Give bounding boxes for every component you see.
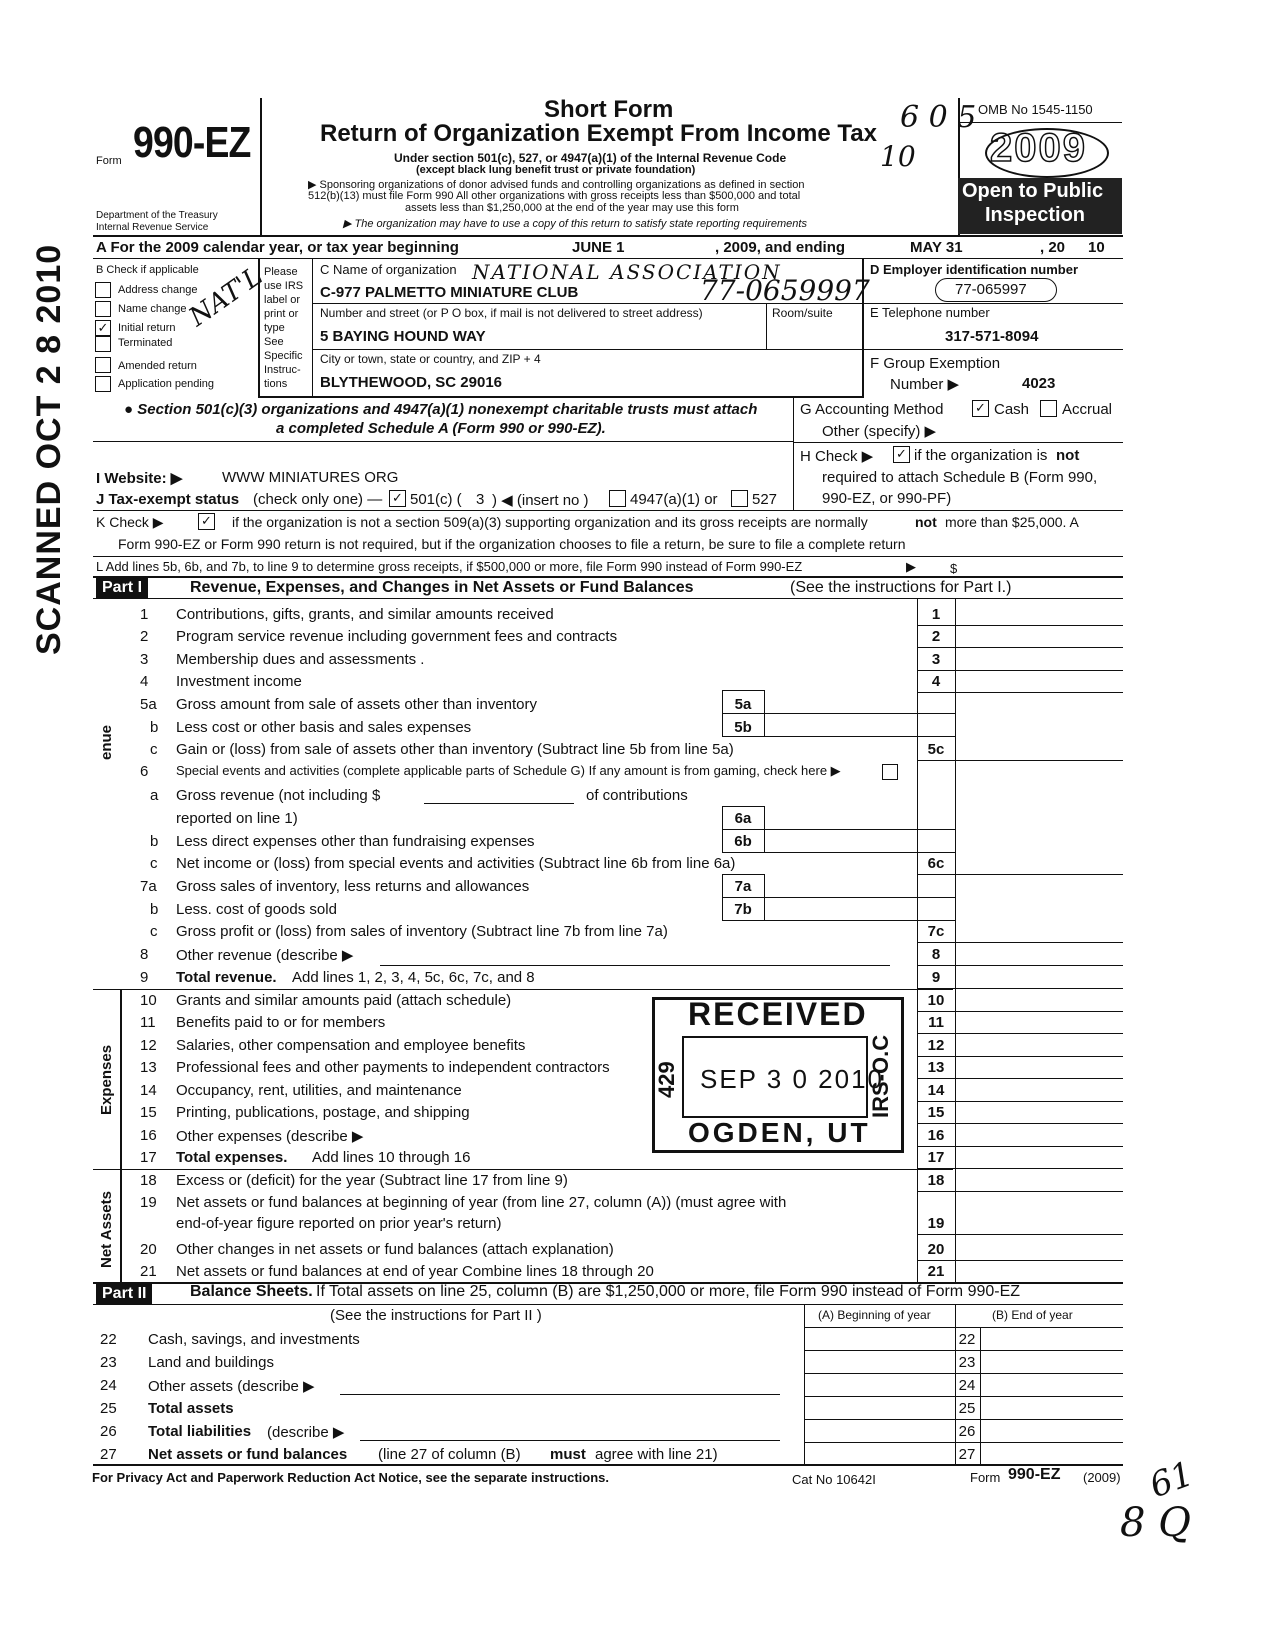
part1-amount-field[interactable] — [956, 1100, 1122, 1122]
part1-line-text: Less cost or other basis and sales expenses — [176, 719, 472, 736]
part2-col-a-field[interactable] — [806, 1419, 954, 1441]
part1-line-number: 3 — [140, 651, 149, 668]
part2-label: Part II — [96, 1284, 152, 1304]
section-h-label: H Check ▶ — [800, 448, 874, 465]
part1-inner-box-number: 6b — [734, 833, 752, 850]
part1-line-box-number: 7c — [927, 923, 945, 940]
part1-line-box-number: 5c — [927, 741, 945, 758]
street-address[interactable]: 5 BAYING HOUND WAY — [320, 328, 486, 345]
part1-line-text: Gross amount from sale of assets other than inventory — [176, 696, 538, 713]
received-ogden: OGDEN, UT — [688, 1117, 871, 1148]
part1-line-number: 16 — [140, 1127, 157, 1144]
part1-line-number: 14 — [140, 1082, 157, 1099]
accrual-label: Accrual — [1062, 401, 1113, 418]
cash-label: Cash — [994, 401, 1030, 418]
part1-amount-field[interactable] — [956, 1010, 1122, 1032]
part2-line-text-must: must — [550, 1446, 586, 1463]
checkbox-gaming[interactable] — [882, 764, 898, 780]
part1-inner-amount-field[interactable] — [765, 715, 915, 737]
form-prefix: Form — [96, 155, 122, 167]
part1-line-text: Excess or (deficit) for the year (Subtract line 17 from line 9) — [176, 1172, 568, 1189]
part1-line-box-number: 13 — [927, 1059, 945, 1076]
handwritten-association: NATIONAL ASSOCIATION — [472, 260, 782, 284]
part1-line-text: Less. cost of goods sold — [176, 901, 337, 918]
form-number: 990-EZ — [133, 118, 251, 167]
part1-inner-box-number: 5a — [734, 696, 752, 713]
part1-line-box-number: 12 — [927, 1037, 945, 1054]
label-col-4: type — [264, 322, 285, 334]
part1-amount-field[interactable] — [956, 624, 1122, 646]
part1-inner-amount-field[interactable] — [765, 874, 915, 896]
checkbox-application-pending[interactable] — [95, 376, 111, 392]
part1-line-number: 11 — [140, 1014, 156, 1031]
part1-line-number: c — [150, 855, 158, 872]
label-col-2: label or — [264, 294, 301, 306]
label-application-pending: Application pending — [118, 378, 215, 390]
received-side-number: 429 — [654, 1061, 679, 1098]
part1-line-text: Net assets or fund balances at end of year Combine lines 18 through 20 — [176, 1263, 654, 1280]
part2-line-box-number: 26 — [958, 1423, 976, 1440]
part1-amount-field[interactable] — [956, 988, 1122, 1010]
part1-line-text: end-of-year figure reported on prior year's return) — [176, 1215, 502, 1232]
scanned-stamp: SCANNED OCT 2 8 2010 — [30, 243, 68, 655]
part2-line-number: 22 — [100, 1331, 117, 1348]
part2-col-b-field[interactable] — [982, 1350, 1122, 1372]
part1-amount-field[interactable] — [956, 919, 1122, 941]
label-col-8: tions — [264, 378, 288, 390]
part1-line-text-cont: of contributions — [586, 787, 688, 804]
part1-amount-field[interactable] — [956, 1033, 1122, 1055]
subtitle3: ▶ Sponsoring organizations of donor advised funds and controlling organizations as defined in section — [308, 179, 805, 191]
street-label: Number and street (or P O box, if mail is not delivered to street address) — [320, 306, 703, 320]
part1-line-text: Net assets or fund balances at beginning of year (from line 27, column (A)) (must agree with — [176, 1194, 787, 1211]
part2-col-a-field[interactable] — [806, 1442, 954, 1464]
part1-line-box-number: 4 — [931, 673, 941, 690]
label-col-7: Instruc- — [264, 364, 301, 376]
part1-line-box-number: 15 — [927, 1104, 945, 1121]
part1-amount-field[interactable] — [956, 737, 1122, 759]
year-circle — [985, 128, 1109, 178]
section501-note2: a completed Schedule A (Form 990 or 990-EZ). — [276, 420, 606, 437]
part1-amount-field[interactable] — [956, 1259, 1122, 1281]
line-a-label: A For the 2009 calendar year, or tax year beginning — [96, 239, 459, 256]
line-k-text1b: more than $25,000. A — [945, 514, 1079, 530]
part1-line-box-number: 9 — [931, 969, 941, 986]
part1-line-text: Gross revenue (not including $ — [176, 787, 381, 804]
label-col-1: use IRS — [264, 280, 304, 292]
section501-note1: ● Section 501(c)(3) organizations and 4947(a)(1) nonexempt charitable trusts must attach — [124, 401, 758, 418]
part1-line-box-number: 8 — [931, 946, 941, 963]
part1-line-number: 6 — [140, 763, 149, 780]
part1-line-box-number: 19 — [927, 1215, 945, 1232]
tax-year-end-yr: 10 — [1088, 239, 1105, 256]
label-col-6: Specific — [264, 350, 303, 362]
part2-col-a-field[interactable] — [806, 1396, 954, 1418]
handwritten-bottom2: 8 Q — [1120, 1500, 1191, 1546]
part2-line-number: 25 — [100, 1400, 117, 1417]
part1-line-box-number: 10 — [927, 992, 945, 1009]
ein-value[interactable]: 77-065997 — [955, 281, 1027, 298]
subtitle2: (except black lung benefit trust or private foundation) — [416, 164, 696, 176]
part2-col-b-field[interactable] — [982, 1373, 1122, 1395]
part1-inner-box-number: 5b — [734, 719, 752, 736]
line-k-text2: Form 990-EZ or Form 990 return is not required, but if the organization chooses to file a return, be sure to file a complete return — [118, 536, 906, 552]
label-terminated: Terminated — [118, 337, 173, 349]
label-col-0: Please — [264, 266, 298, 278]
handwritten-top-right: 6 0 5 — [900, 100, 977, 135]
ein-label: D Employer identification number — [870, 262, 1079, 277]
label-col-5: See — [264, 336, 284, 348]
part1-line-box-number: 16 — [927, 1127, 945, 1144]
line-k-text1: if the organization is not a section 509(a)(3) supporting organization and its gross receipts are normally — [232, 514, 868, 530]
part1-line-text: Gross sales of inventory, less returns and allowances — [176, 878, 530, 895]
footer-form-number: 990-EZ — [1008, 1466, 1061, 1483]
part2-line-text-cont: (describe ▶ — [267, 1424, 345, 1441]
part2-line-text: Net assets or fund balances — [148, 1446, 348, 1463]
label-name-change: Name change — [118, 303, 187, 315]
part1-amount-field[interactable] — [956, 602, 1122, 624]
part1-amount-field[interactable] — [956, 965, 1122, 987]
subtitle6: ▶ The organization may have to use a copy of this return to satisfy state reporting requirements — [343, 218, 807, 230]
footer-privacy: For Privacy Act and Paperwork Reduction Act Notice, see the separate instructions. — [92, 1470, 610, 1485]
footer-cat: Cat No 10642I — [792, 1472, 876, 1487]
org-name[interactable]: C-977 PALMETTO MINIATURE CLUB — [320, 284, 579, 301]
line-j-label: J Tax-exempt status — [96, 491, 240, 508]
part2-col-a: (A) Beginning of year — [818, 1308, 931, 1322]
part1-line-box-number: 11 — [928, 1014, 944, 1031]
part1-line-number: 21 — [140, 1263, 157, 1280]
part2-line-text: Cash, savings, and investments — [148, 1331, 360, 1348]
part1-line-text: Total revenue. — [176, 969, 277, 986]
tax-year-mid: , 2009, and ending — [715, 239, 846, 256]
part1-line-number: 9 — [140, 969, 149, 986]
part2-line-box-number: 24 — [958, 1377, 976, 1394]
city-label: City or town, state or country, and ZIP + 4 — [320, 352, 541, 366]
part1-line-number: c — [150, 923, 158, 940]
section-b-title: B Check if applicable — [96, 264, 199, 276]
part2-line-text: Other assets (describe ▶ — [148, 1378, 315, 1395]
handwritten-bottom1: 61 — [1144, 1453, 1199, 1507]
checkbox-address-change[interactable] — [95, 282, 111, 298]
part2-col-b-field[interactable] — [982, 1327, 1122, 1349]
part2-line-number: 24 — [100, 1377, 117, 1394]
line-k-not: not — [915, 514, 937, 530]
part2-line-text: Land and buildings — [148, 1354, 274, 1371]
part1-line-number: 12 — [140, 1037, 157, 1054]
checkbox-accrual[interactable] — [1040, 400, 1057, 417]
part2-line-text-cont: (line 27 of column (B) — [378, 1446, 521, 1463]
part1-line-number: 19 — [140, 1194, 157, 1211]
part1-line-text: Special events and activities (complete applicable parts of Schedule G) If any amount is from gaming, check here ▶ — [176, 763, 841, 778]
part1-line-box-number: 3 — [931, 651, 941, 668]
checkbox-527[interactable] — [731, 490, 748, 507]
part2-line-box-number: 27 — [958, 1446, 976, 1463]
line-j-paren: (check only one) — — [253, 491, 383, 508]
part1-title: Revenue, Expenses, and Changes in Net Assets or Fund Balances — [190, 579, 694, 596]
part1-line-number: 2 — [140, 628, 149, 645]
section-h-text1: if the organization is — [914, 447, 1048, 464]
open-to-public: Open to Public — [962, 180, 1104, 202]
part2-line-number: 23 — [100, 1354, 117, 1371]
part1-line-text: Net income or (loss) from special events and activities (Subtract line 6b from line 6a) — [176, 855, 736, 872]
line-j-501c-number[interactable]: 3 — [476, 491, 485, 508]
checkbox-schedule-b[interactable]: ✓ — [893, 446, 910, 463]
part1-line-text: Investment income — [176, 673, 302, 690]
part2-line-box-number: 25 — [958, 1400, 976, 1417]
side-label-net-assets: Net Assets — [98, 1191, 115, 1268]
part1-line-box-number: 17 — [927, 1149, 945, 1166]
part1-line-number: c — [150, 741, 158, 758]
part1-line-text: Less direct expenses other than fundraising expenses — [176, 833, 535, 850]
part2-col-b-field[interactable] — [982, 1396, 1122, 1418]
part1-amount-field[interactable] — [956, 1211, 1122, 1233]
part2-line-number: 26 — [100, 1423, 117, 1440]
checkbox-name-change[interactable] — [95, 301, 111, 317]
part1-line-number: 10 — [140, 992, 157, 1009]
part1-line-number: b — [150, 901, 159, 918]
part1-line-text: Occupancy, rent, utilities, and maintenance — [176, 1082, 462, 1099]
footer-form-word: Form — [970, 1470, 1001, 1485]
label-initial-return: Initial return — [118, 322, 176, 334]
part2-col-b-field[interactable] — [982, 1419, 1122, 1441]
part1-inner-box-number: 6a — [734, 810, 752, 827]
part1-line-number: 13 — [140, 1059, 157, 1076]
handwritten-ein: 77-0659997 — [700, 274, 870, 307]
part1-amount-field[interactable] — [956, 1078, 1122, 1100]
label-col-3: print or — [264, 308, 299, 320]
part1-line-box-number: 20 — [927, 1241, 945, 1258]
side-label-expenses: Expenses — [98, 1044, 115, 1115]
part1-line-number: 20 — [140, 1241, 157, 1258]
part1-amount-field[interactable] — [956, 1145, 1122, 1167]
part1-line-number: 8 — [140, 946, 149, 963]
part1-inner-box-number: 7a — [734, 878, 752, 895]
part1-line-text-cont: Add lines 1, 2, 3, 4, 5c, 6c, 7c, and 8 — [292, 969, 535, 986]
checkbox-initial-return[interactable]: ✓ — [95, 320, 111, 336]
part1-line-number: b — [150, 719, 159, 736]
part1-line-box-number: 2 — [931, 628, 941, 645]
part1-line-text: Total expenses. — [176, 1149, 288, 1166]
part2-title: Balance Sheets. — [190, 1283, 313, 1300]
part2-line-text: Total liabilities — [148, 1423, 252, 1440]
received-irs: IRS-O.C — [868, 1034, 893, 1118]
group-exemption-label2: Number ▶ — [890, 376, 960, 393]
part1-amount-field[interactable] — [956, 647, 1122, 669]
part2-line-text-end: agree with line 21) — [595, 1446, 718, 1463]
part2-line-text: Total assets — [148, 1400, 234, 1417]
part1-line-text: Printing, publications, postage, and shipping — [176, 1104, 470, 1121]
section-h-text2: required to attach Schedule B (Form 990, — [822, 469, 1098, 486]
title-main: Return of Organization Exempt From Income Tax — [320, 120, 877, 147]
checkbox-amended-return[interactable] — [95, 357, 111, 373]
city-state-zip[interactable]: BLYTHEWOOD, SC 29016 — [320, 374, 502, 391]
part1-title2: (See the instructions for Part I.) — [790, 579, 1012, 596]
dept-line2: Internal Revenue Service — [96, 222, 209, 233]
line-j-insert: ) ◀ (insert no ) — [492, 492, 589, 509]
part1-inner-amount-field[interactable] — [765, 692, 915, 714]
line-l-text: L Add lines 5b, 6b, and 7b, to line 9 to determine gross receipts, if $500,000 or more, file Form 990 instead of Form 990-EZ — [96, 559, 803, 574]
footer-year: (2009) — [1083, 1470, 1121, 1485]
part1-line-box-number: 21 — [927, 1263, 945, 1280]
tax-year-end: MAY 31 — [910, 239, 963, 256]
telephone-value[interactable]: 317-571-8094 — [945, 328, 1039, 345]
part1-line-text: reported on line 1) — [176, 810, 298, 827]
part1-line-number: a — [150, 787, 159, 804]
line-j-527: 527 — [752, 491, 778, 508]
part2-col-a-field[interactable] — [806, 1327, 954, 1349]
section-h-not: not — [1056, 447, 1080, 464]
received-text: RECEIVED — [688, 996, 868, 1032]
part1-inner-box-number: 7b — [734, 901, 752, 918]
handwritten-ten: 10 — [880, 140, 916, 173]
dept-line1: Department of the Treasury — [96, 210, 218, 221]
part2-col-b: (B) End of year — [992, 1308, 1073, 1322]
part1-amount-field[interactable] — [956, 669, 1122, 691]
part1-inner-amount-field[interactable] — [765, 897, 915, 919]
label-address-change: Address change — [118, 284, 198, 296]
part1-label: Part I — [96, 578, 148, 598]
line-j-501c: 501(c) ( — [410, 491, 462, 508]
part1-line-number: 7a — [140, 878, 157, 895]
part1-amount-field[interactable] — [956, 1055, 1122, 1077]
part2-line-box-number: 23 — [958, 1354, 976, 1371]
part2-col-a-field[interactable] — [806, 1350, 954, 1372]
telephone-label: E Telephone number — [870, 305, 990, 320]
part1-line-text: Membership dues and assessments . — [176, 651, 425, 668]
inspection: Inspection — [985, 204, 1086, 226]
part2-line-box-number: 22 — [958, 1331, 976, 1348]
part2-title2: If Total assets on line 25, column (B) are $1,250,000 or more, file Form 990 instead of Form 990-EZ — [316, 1283, 1021, 1300]
checkbox-501c[interactable]: ✓ — [389, 490, 406, 507]
subtitle4: 512(b)(13) must file Form 990 All other organizations with gross receipts less than $500,000 and total — [308, 190, 801, 202]
part1-line-number: 17 — [140, 1149, 157, 1166]
website-value[interactable]: WWW MINIATURES ORG — [222, 469, 399, 486]
part2-line-number: 27 — [100, 1446, 117, 1463]
part2-col-a-field[interactable] — [806, 1373, 954, 1395]
part1-inner-amount-field[interactable] — [765, 829, 915, 851]
part1-line-box-number: 1 — [931, 606, 941, 623]
title-short-form: Short Form — [544, 96, 674, 123]
part1-line-number: 1 — [140, 606, 149, 623]
part1-line-text: Contributions, gifts, grants, and similar amounts received — [176, 606, 554, 623]
part1-line-text: Benefits paid to or for members — [176, 1014, 386, 1031]
part1-line-text: Professional fees and other payments to independent contractors — [176, 1059, 610, 1076]
line-l-dollar: $ — [950, 561, 958, 576]
part1-line-box-number: 14 — [927, 1082, 945, 1099]
part2-col-b-field[interactable] — [982, 1442, 1122, 1464]
part1-line-text: Grants and similar amounts paid (attach schedule) — [176, 992, 512, 1009]
part1-line-text-cont: Add lines 10 through 16 — [312, 1149, 471, 1166]
subtitle1: Under section 501(c), 527, or 4947(a)(1) of the Internal Revenue Code — [394, 151, 787, 165]
checkbox-line-k[interactable]: ✓ — [198, 513, 215, 530]
accounting-method-label: G Accounting Method — [800, 401, 944, 418]
part1-line-text: Other expenses (describe ▶ — [176, 1128, 364, 1145]
section-h-text3: 990-EZ, or 990-PF) — [822, 490, 952, 507]
line-j-4947: 4947(a)(1) or — [630, 491, 718, 508]
line-k-label: K Check ▶ — [96, 514, 164, 530]
part1-line-text: Other revenue (describe ▶ — [176, 947, 354, 964]
website-label: I Website: ▶ — [96, 470, 183, 487]
checkbox-terminated[interactable] — [95, 336, 111, 352]
part1-line-number: 5a — [140, 696, 157, 713]
part1-amount-field[interactable] — [956, 1123, 1122, 1145]
label-amended-return: Amended return — [118, 360, 197, 372]
group-exemption-label: F Group Exemption — [870, 355, 1001, 372]
tax-year-20: , 20 — [1040, 239, 1066, 256]
part1-line-number: 18 — [140, 1172, 157, 1189]
part1-inner-amount-field[interactable] — [765, 806, 915, 828]
part1-line-text: Salaries, other compensation and employee benefits — [176, 1037, 526, 1054]
received-date: SEP 3 0 2010 — [700, 1064, 884, 1094]
org-name-label: C Name of organization — [320, 262, 457, 277]
checkbox-4947[interactable] — [609, 490, 626, 507]
handwritten-natl: NAT'L — [183, 261, 269, 333]
part1-line-box-number: 18 — [927, 1172, 945, 1189]
part1-amount-field[interactable] — [956, 1237, 1122, 1259]
part1-line-text: Program service revenue including government fees and contracts — [176, 628, 618, 645]
checkbox-cash[interactable]: ✓ — [972, 400, 989, 417]
part1-line-box-number: 6c — [927, 855, 945, 872]
other-specify-label: Other (specify) ▶ — [822, 423, 937, 440]
side-label-revenue: enue — [98, 724, 115, 760]
part1-line-number: b — [150, 833, 159, 850]
part1-line-text: Gross profit or (loss) from sales of inventory (Subtract line 7b from line 7a) — [176, 923, 668, 940]
part1-line-number: 4 — [140, 673, 149, 690]
part1-line-text: Gain or (loss) from sale of assets other than inventory (Subtract line 5b from line 5a) — [176, 741, 734, 758]
omb-number: OMB No 1545-1150 — [978, 102, 1093, 117]
part1-amount-field[interactable] — [956, 1168, 1122, 1190]
part1-line-text: Other changes in net assets or fund balances (attach explanation) — [176, 1241, 614, 1258]
line-l-arrow: ▶ — [906, 559, 916, 574]
group-exemption-number[interactable]: 4023 — [1022, 375, 1056, 392]
part1-amount-field[interactable] — [956, 851, 1122, 873]
part1-line-number: 15 — [140, 1104, 157, 1121]
part1-amount-field[interactable] — [956, 942, 1122, 964]
tax-year: 2009 — [990, 126, 1087, 170]
part2-sub: (See the instructions for Part II ) — [330, 1307, 542, 1324]
room-suite-label: Room/suite — [772, 306, 833, 320]
subtitle5: assets less than $1,250,000 at the end of the year may use this form — [405, 202, 739, 214]
tax-year-begin: JUNE 1 — [572, 239, 625, 256]
